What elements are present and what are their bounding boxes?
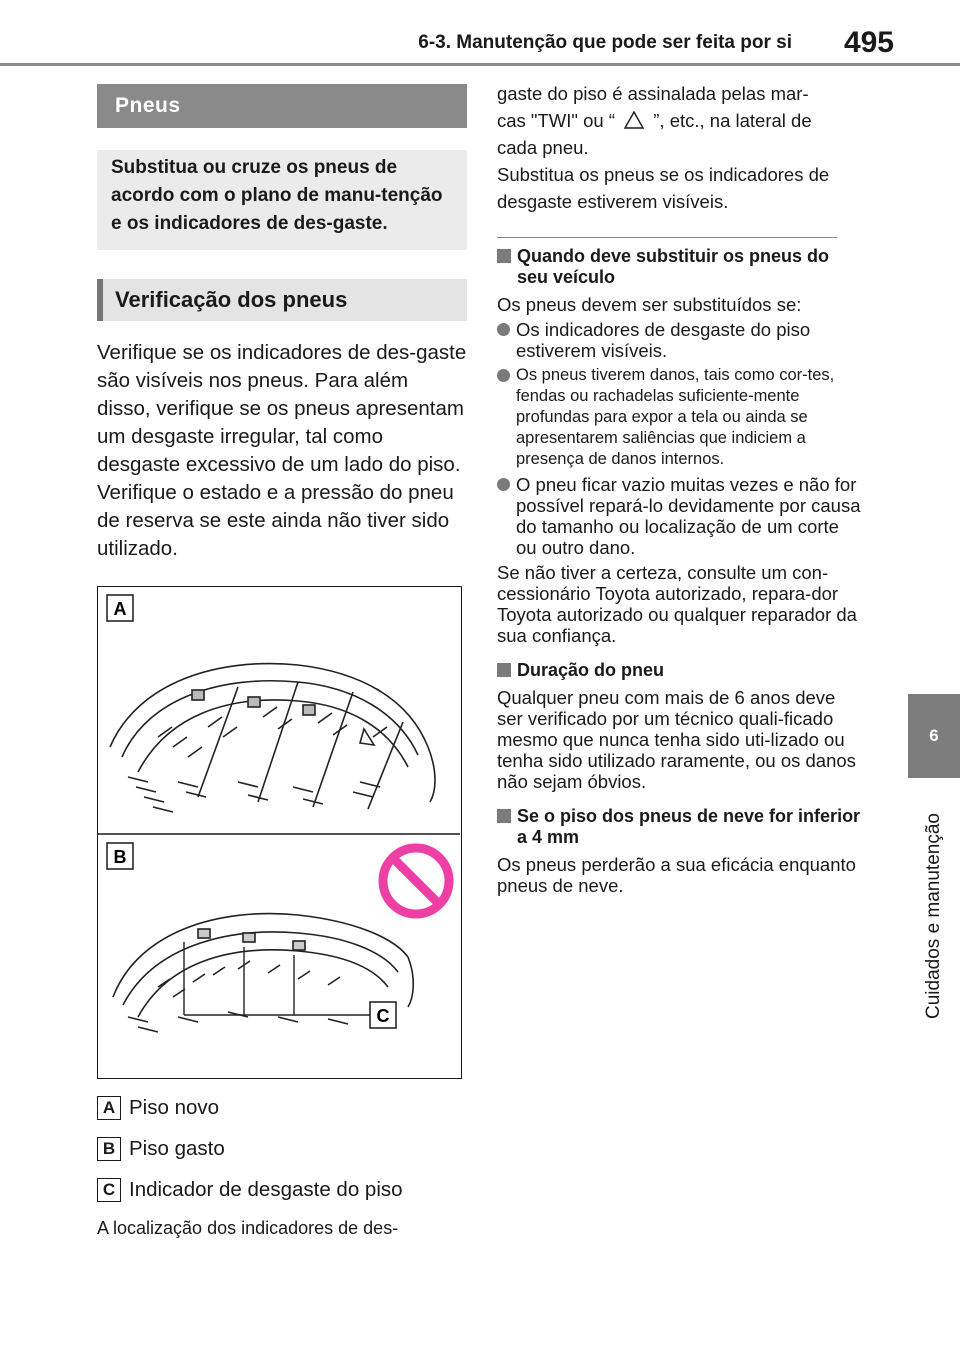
text-consult-dealer: Se não tiver a certeza, consulte um con-cessionário Toyota autorizado, repara-dor Toyota autorizado ou qualquer reparador da sua confiança. xyxy=(497,562,857,646)
legend-key-b: B xyxy=(97,1137,121,1161)
paragraph-continuation-line1: gaste do piso é assinalada pelas mar- xyxy=(497,83,809,104)
square-bullet-icon xyxy=(497,809,511,823)
subheading-verificacao: Verificação dos pneus xyxy=(97,279,467,321)
text-tire-life: Qualquer pneu com mais de 6 anos deve ser verificado por um técnico quali-ficado mesmo que nunca tenha sido uti-lizado ou tenha sido utilizado raramente, ou os danos não sejam óbvios. xyxy=(497,687,856,792)
chapter-tab: 6 xyxy=(908,694,960,778)
legend-text-c: Indicador de desgaste do piso xyxy=(129,1178,403,1201)
heading-when-replace: Quando deve substituir os pneus do seu veículo xyxy=(497,246,862,288)
figure-label-a: A xyxy=(113,599,127,619)
text-replace-if: Os pneus devem ser substituídos se: xyxy=(497,294,802,315)
legend-key-a: A xyxy=(97,1096,121,1120)
square-bullet-icon xyxy=(497,249,511,263)
bullet-item: Os pneus tiverem danos, tais como cor-tes, fendas ou rachadelas suficiente-mente profundas para expor a tela ou ainda se apresentarem saliências que indiciem a presença de danos internos. xyxy=(497,365,862,470)
text-snow-tires: Os pneus perderão a sua eficácia enquanto pneus de neve. xyxy=(497,854,856,896)
paragraph-replace-if-visible: Substitua os pneus se os indicadores de desgaste estiverem visíveis. xyxy=(497,164,830,212)
right-column xyxy=(497,80,862,896)
figure-label-b: B xyxy=(113,847,127,867)
page-number: 495 xyxy=(843,26,894,59)
prohibition-icon xyxy=(383,848,449,914)
bullet-item: O pneu ficar vazio muitas vezes e não for possível repará-lo devidamente por causa do tamanho ou localização de um corte ou outro dano. xyxy=(497,474,862,558)
heading-tire-life: Duração do pneu xyxy=(497,660,862,681)
heading-snow-tires: Se o piso dos pneus de neve for inferior a 4 mm xyxy=(497,806,862,848)
paragraph-continuation-line2 xyxy=(497,107,862,134)
new-tread-illustration xyxy=(110,664,435,812)
paragraph-continuation-line3: cada pneu. xyxy=(497,137,589,158)
section-divider xyxy=(497,237,837,238)
legend-key-c: C xyxy=(97,1178,121,1202)
twi-text-after: ”, etc., na lateral de xyxy=(653,110,812,131)
triangle-marker-icon xyxy=(624,111,644,129)
legend-item-c xyxy=(97,1178,467,1202)
intro-box: Substitua ou cruze os pneus de acordo com o plano de manu-tenção e os indicadores de des-gaste. xyxy=(97,150,467,250)
round-bullet-icon xyxy=(497,369,510,382)
caption-indicator-location: A localização dos indicadores de des- xyxy=(97,1218,399,1238)
figure-label-c: C xyxy=(376,1006,390,1026)
round-bullet-icon xyxy=(497,323,510,336)
tire-tread-figure xyxy=(97,586,462,1079)
header-divider xyxy=(0,63,960,66)
legend-item-a xyxy=(97,1096,467,1120)
paragraph-spare-tire: Verifique o estado e a pressão do pneu de reserva se este ainda não tiver sido utilizado. xyxy=(97,481,454,560)
paragraph-check-indicators: Verifique se os indicadores de des-gaste são visíveis nos pneus. Para além disso, verifique se os pneus apresentam um desgaste irregular, tal como desgaste excessivo de um lado do piso. xyxy=(97,341,467,476)
bullet-item: Os indicadores de desgaste do piso estiverem visíveis. xyxy=(497,319,862,361)
round-bullet-icon xyxy=(497,478,510,491)
section-heading-pneus: Pneus xyxy=(97,84,467,128)
legend-item-b xyxy=(97,1137,467,1161)
legend-text-a: Piso novo xyxy=(129,1096,220,1119)
chapter-label: Cuidados e manutenção xyxy=(923,813,944,1019)
twi-text-before: cas "TWI" ou “ xyxy=(497,110,615,131)
left-column xyxy=(97,84,467,1239)
worn-tread-illustration xyxy=(113,914,413,1032)
square-bullet-icon xyxy=(497,663,511,677)
section-title: 6-3. Manutenção que pode ser feita por si xyxy=(418,32,792,53)
legend-text-b: Piso gasto xyxy=(129,1137,225,1160)
